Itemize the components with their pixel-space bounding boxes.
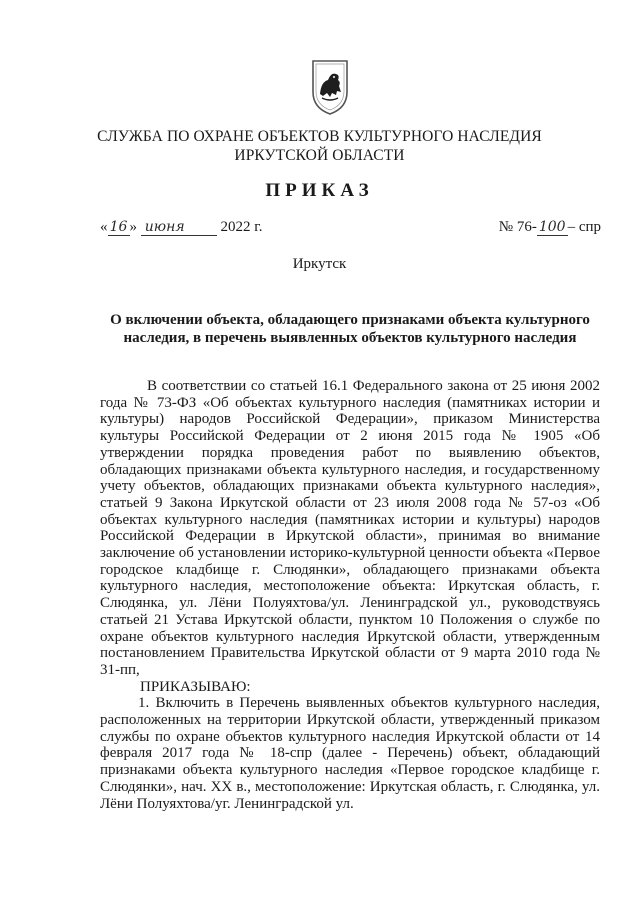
handwritten-month: июня [141, 219, 217, 236]
order-word: ПРИКАЗЫВАЮ: [140, 678, 251, 695]
order-heading: О включении объекта, обладающего признаками объекта культурного наследия, в перечень выявленных объектов культурного наследия [110, 312, 590, 346]
document-date [100, 219, 262, 236]
date-year: 2022 г. [220, 219, 263, 235]
coat-of-arms-icon [310, 58, 350, 116]
handwritten-day: 16 [108, 219, 130, 236]
handwritten-number: 100 [538, 219, 566, 235]
date-close-quote: » [129, 219, 137, 235]
organization-name-line1: СЛУЖБА ПО ОХРАНЕ ОБЪЕКТОВ КУЛЬТУРНОГО НАСЛЕДИЯ [97, 128, 542, 145]
date-open-quote: « [100, 219, 108, 235]
order-body [100, 378, 600, 812]
organization-name-line2: ИРКУТСКОЙ ОБЛАСТИ [234, 147, 405, 164]
clause-1-paragraph: 1. Включить в Перечень выявленных объектов культурного наследия, расположенных на территории Иркутской области, утвержденный приказом службы по охране объектов культурного наследия Иркутской области от 14 февраля 2017 года № 18-спр (далее - Перечень) объект, обладающий признаками объекта культурного наследия «Первое городское кладбище г. Слюдянки», нач. XX в., местоположение: Иркутская область, г. Слюдянка, ул. Лёни Полуяхтова/уг. Ленинградской ул. [100, 695, 600, 812]
document-number [499, 219, 601, 236]
preamble-paragraph: В соответствии со статьей 16.1 Федерального закона от 25 июня 2002 года № 73-ФЗ «Об объектах культурного наследия (памятниках истории и культуры) народов Российской Федерации», приказом Министерства культуры Российской Федерации от 2 июня 2015 года № 1905 «Об утверждении порядка проведения работ по выявлению объектов, обладающих признаками объекта культурного наследия, и государственному учету объектов, обладающих признаками объекта культурного наследия», статьей 9 Закона Иркутской области от 23 июля 2008 года № 57-оз «Об объектах культурного наследия (памятниках истории и культуры) народов Российской Федерации в Иркутской области», принимая во внимание заключение об установлении историко-культурной ценности объекта «Первое городское кладбище г. Слюдянки», обладающего признаками объекта культурного наследия, местоположение объекта: Иркутская область, г. Слюдянка, ул. Лёни Полуяхтова/ул. Ленинградской ул., руководствуясь статьей 21 Устава Иркутской области, пунктом 10 Положения о службе по охране объектов культурного наследия Иркутской области, утвержденным постановлением Правительства Иркутской области от 9 марта 2010 года № 31-пп, [100, 378, 600, 678]
number-suffix: – спр [567, 219, 601, 235]
city-name: Иркутск [292, 256, 347, 272]
document-type-title: ПРИКАЗ [265, 180, 374, 201]
number-prefix: № 76- [498, 219, 537, 235]
